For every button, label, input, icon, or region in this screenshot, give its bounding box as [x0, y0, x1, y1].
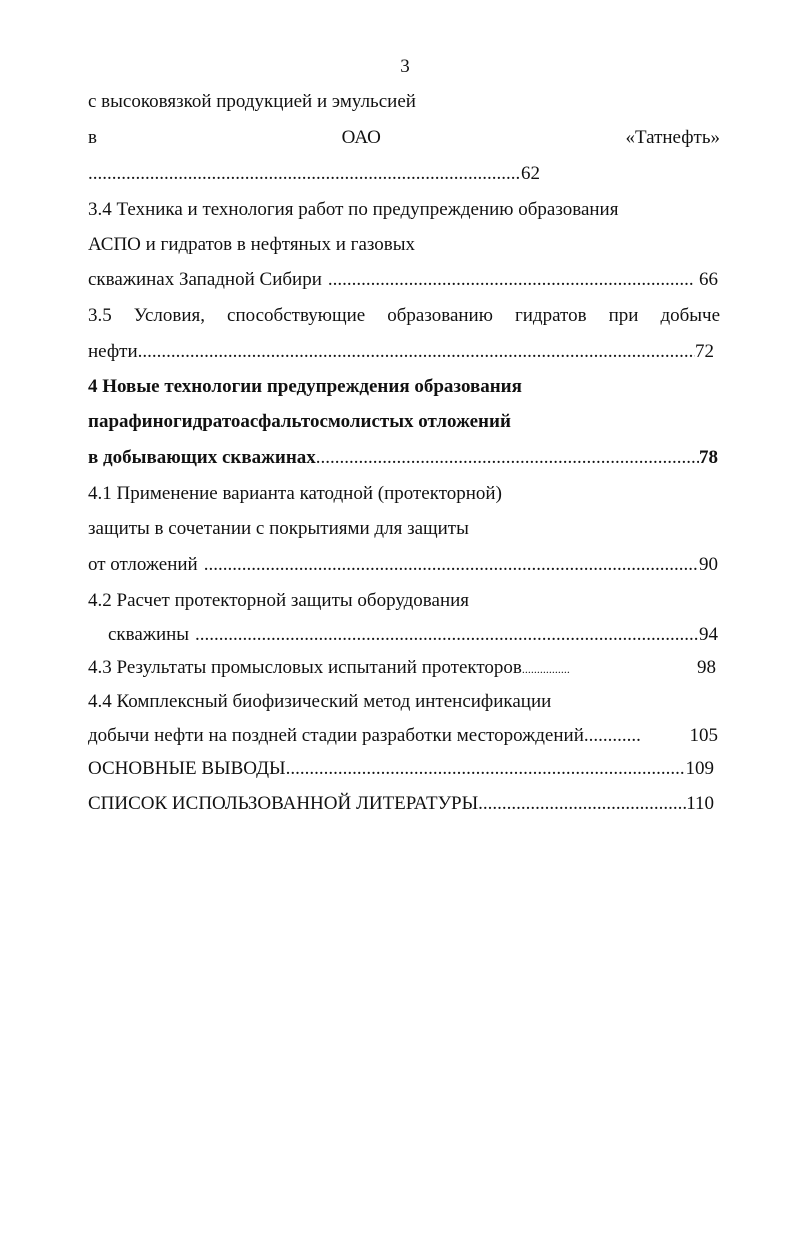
leader-dots [478, 792, 686, 816]
toc-page-number: 110 [686, 793, 714, 814]
toc-section-4-line-1: 4 Новые технологии предупреждения образования [88, 376, 522, 397]
word: гидратов [514, 305, 587, 326]
toc-title: 4.3 Результаты промысловых испытаний протекторов [88, 657, 522, 678]
toc-title: добычи нефти на поздней стадии разработки месторождений [88, 725, 584, 746]
toc-title: нефти [88, 341, 138, 362]
toc-row-references[interactable] [88, 792, 714, 816]
toc-row-section-3-5[interactable] [88, 340, 714, 364]
toc-title: в добывающих скважинах [88, 447, 316, 468]
toc-title: от отложений [88, 554, 198, 575]
word: Условия, [133, 305, 205, 326]
page-number: 3 [400, 56, 410, 77]
word: 3.5 [88, 305, 112, 326]
toc-section-4-2-line-1: 4.2 Расчет протекторной защиты оборудования [88, 590, 470, 611]
toc-row-section-3-4[interactable] [88, 268, 718, 292]
toc-page-number: 72 [695, 341, 714, 362]
toc-section-4-4-line-1: 4.4 Комплексный биофизический метод интенсификации [88, 691, 552, 712]
toc-title: скважины [108, 624, 190, 645]
toc-page-number: 105 [689, 725, 718, 746]
toc-row-section-4-4[interactable] [88, 724, 718, 748]
leader-dots: ............ [583, 725, 641, 746]
toc-row-conclusions[interactable] [88, 757, 714, 781]
toc-page-number: 94 [699, 624, 718, 645]
toc-page-number: 78 [699, 447, 718, 468]
toc-page-number: 66 [699, 269, 718, 290]
leader-dots [138, 340, 695, 364]
toc-section-3-4-line-2: АСПО и гидратов в нефтяных и газовых [88, 234, 416, 255]
word-v: в [88, 127, 97, 148]
leader-dots [286, 757, 686, 781]
leader-dots [88, 162, 521, 186]
toc-row-section-4-1[interactable] [88, 553, 718, 577]
toc-title: СПИСОК ИСПОЛЬЗОВАННОЙ ЛИТЕРАТУРЫ [88, 793, 479, 814]
toc-section-4-1-line-2: защиты в сочетании с покрытиями для защиты [88, 518, 469, 539]
toc-page-number: 98 [697, 657, 716, 678]
leader-dots [328, 268, 693, 292]
toc-page-number: 90 [699, 554, 718, 575]
toc-page-number: 62 [521, 163, 540, 184]
toc-title: ОСНОВНЫЕ ВЫВОДЫ [88, 758, 286, 779]
word: добыче [660, 305, 721, 326]
leader-dots [316, 446, 699, 470]
leader-dots [204, 553, 699, 577]
toc-title: скважинах Западной Сибири [88, 269, 322, 290]
toc-section-4-1-line-1: 4.1 Применение варианта катодной (протекторной) [88, 483, 502, 504]
toc-section-3-5-line-1 [88, 304, 720, 328]
toc-row-section-4-2[interactable] [108, 623, 718, 647]
word: способствующие [227, 305, 366, 326]
word: при [608, 305, 639, 326]
toc-line-continuation-1: с высоковязкой продукцией и эмульсией [88, 91, 416, 112]
toc-section-3-4-line-1: 3.4 Техника и технология работ по предупреждению образования [88, 199, 619, 220]
toc-page-number: 109 [685, 758, 714, 779]
word-tatneft: «Татнефть» [625, 127, 721, 148]
toc-line-continuation-2 [88, 126, 720, 150]
toc-row-section-4-3[interactable] [88, 656, 716, 681]
toc-section-4-line-2: парафиногидратоасфальтосмолистых отложений [88, 411, 511, 432]
word-oao: ОАО [341, 127, 381, 148]
toc-row-section-3-3-end[interactable] [88, 162, 540, 186]
leader-dots: ................ [521, 662, 570, 676]
word: образованию [387, 305, 493, 326]
toc-row-section-4[interactable] [88, 446, 718, 470]
leader-dots [195, 623, 699, 647]
